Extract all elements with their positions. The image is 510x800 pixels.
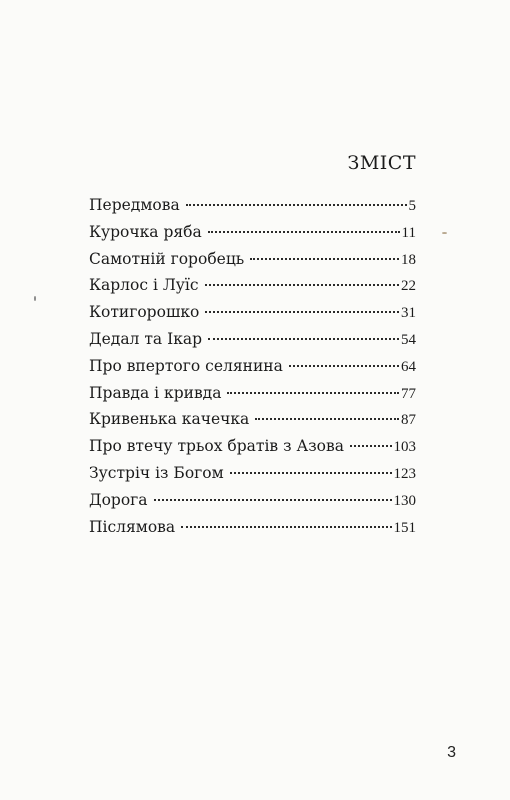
toc-entry-page: 87 bbox=[401, 412, 416, 429]
toc-entry-label: Зустріч із Богом bbox=[89, 463, 224, 482]
dot-leader bbox=[181, 526, 391, 528]
dot-leader bbox=[208, 231, 400, 233]
dot-leader bbox=[205, 311, 399, 313]
toc-entry-page: 5 bbox=[408, 198, 416, 214]
toc-entry-dedal-ta-ikar bbox=[89, 330, 416, 357]
toc-entry-kurochka-ryaba bbox=[89, 223, 416, 250]
toc-entry-label: Післямова bbox=[89, 517, 176, 536]
toc-entry-label: Про втечу трьох братів з Азова bbox=[89, 437, 344, 456]
toc-entry-label: Кривенька качечка bbox=[89, 410, 250, 429]
toc-entry-pravda-i-kryvda bbox=[89, 384, 416, 411]
toc-entry-page: 11 bbox=[401, 224, 416, 241]
toc-entry-doroha bbox=[89, 491, 416, 518]
dot-leader bbox=[255, 418, 399, 420]
toc-entry-label: Дедал та Ікар bbox=[89, 329, 203, 348]
toc-entry-page: 130 bbox=[393, 492, 416, 509]
toc-entry-kryvenka-kachechka bbox=[89, 410, 416, 437]
table-of-contents bbox=[89, 196, 416, 544]
dot-leader bbox=[250, 258, 399, 260]
dot-leader bbox=[186, 204, 407, 206]
toc-entry-samotnii-horobets bbox=[89, 250, 416, 277]
toc-entry-label: Передмова bbox=[89, 196, 180, 214]
dot-leader bbox=[154, 499, 392, 501]
toc-entry-karlos-i-luis bbox=[89, 276, 416, 303]
toc-entry-page: 18 bbox=[401, 251, 416, 268]
toc-entry-label: Самотній горобець bbox=[89, 249, 245, 268]
toc-entry-page: 151 bbox=[393, 519, 416, 536]
toc-entry-pro-vpertoho-selianyna bbox=[89, 357, 416, 384]
toc-entry-kotyhoroshko bbox=[89, 303, 416, 330]
toc-entry-label: Карлос і Луїс bbox=[89, 276, 199, 295]
toc-entry-pro-vtechu-trokh-brativ bbox=[89, 437, 416, 464]
toc-entry-label: Дорога bbox=[89, 490, 148, 509]
scan-speck bbox=[34, 296, 36, 301]
toc-entry-label: Про впертого селянина bbox=[89, 356, 283, 375]
toc-entry-page: 64 bbox=[401, 358, 416, 375]
toc-entry-page: 77 bbox=[401, 385, 416, 402]
dot-leader bbox=[230, 472, 392, 474]
toc-entry-page: 22 bbox=[401, 278, 416, 295]
dot-leader bbox=[208, 338, 399, 340]
dot-leader bbox=[205, 284, 399, 286]
toc-entry-label: Правда і кривда bbox=[89, 383, 222, 402]
toc-entry-afterword bbox=[89, 518, 416, 545]
scan-speck bbox=[442, 232, 447, 234]
dot-leader bbox=[350, 445, 392, 447]
toc-entry-page: 54 bbox=[401, 331, 416, 348]
dot-leader bbox=[227, 392, 399, 394]
toc-entry-page: 103 bbox=[393, 439, 416, 456]
toc-title: ЗМІСТ bbox=[347, 152, 416, 174]
toc-entry-label: Котигорошко bbox=[89, 303, 200, 322]
toc-entry-page: 31 bbox=[401, 305, 416, 322]
dot-leader bbox=[289, 365, 399, 367]
toc-entry-preface bbox=[89, 196, 416, 223]
toc-entry-page: 123 bbox=[393, 465, 416, 482]
toc-entry-zustrich-iz-bohom bbox=[89, 464, 416, 491]
page-number: 3 bbox=[447, 744, 456, 761]
toc-entry-label: Курочка ряба bbox=[89, 222, 202, 241]
